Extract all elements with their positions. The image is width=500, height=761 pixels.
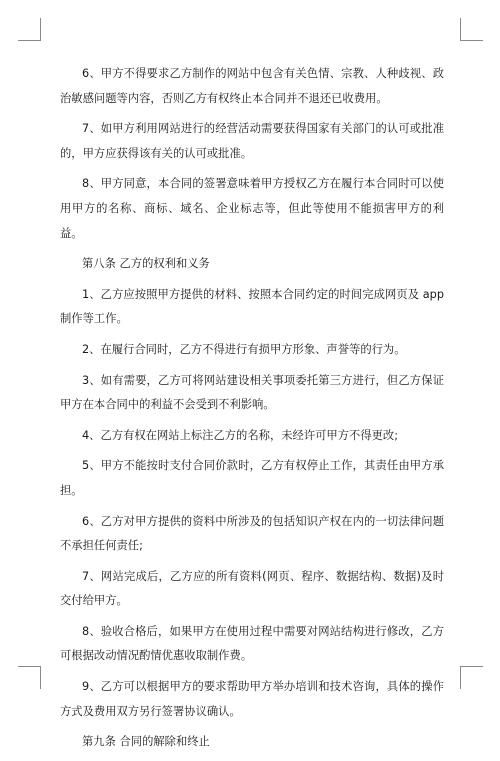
clause-8-item-7: 7、网站完成后，乙方应的所有资料(网页、程序、数据结构、数据)及时交付给甲方。 [60, 569, 444, 608]
crop-mark-top-right [460, 18, 483, 41]
document-body [60, 62, 444, 761]
section-heading-article-8: 第八条 乙方的权利和义务 [82, 257, 210, 271]
clause-8-item-1: 1、乙方应按照甲方提供的材料、按照本合同约定的时间完成网页及 app 制作等工作。 [60, 287, 444, 326]
clause-8-item-9: 9、乙方可以根据甲方的要求帮助甲方举办培训和技术咨询，具体的操作方式及费用双方另行签署协议确认。 [60, 680, 444, 718]
clause-8-item-3: 3、如有需要，乙方可将网站建设相关事项委托第三方进行，但乙方保证甲方在本合同中的利益不会受到不利影响。 [60, 373, 444, 412]
crop-mark-bottom-left [18, 666, 41, 689]
clause-8-item-2: 2、在履行合同时，乙方不得进行有损甲方形象、声誉等的行为。 [82, 342, 406, 356]
crop-mark-top-left [18, 18, 41, 41]
section-heading-article-9: 第九条 合同的解除和终止 [82, 735, 210, 749]
clause-7-item-7: 7、如甲方利用网站进行的经营活动需要获得国家有关部门的认可或批准的，甲方应获得该有关的认可或批准。 [60, 122, 444, 160]
clause-8-item-4: 4、乙方有权在网站上标注乙方的名称，未经许可甲方不得更改; [82, 428, 399, 442]
crop-mark-bottom-right [460, 666, 483, 689]
clause-8-item-5: 5、甲方不能按时支付合同价款时，乙方有权停止工作，其责任由甲方承担。 [60, 459, 444, 497]
clause-8-item-6: 6、乙方对甲方提供的资料中所涉及的包括知识产权在内的一切法律问题不承担任何责任; [60, 514, 444, 553]
clause-8-item-8: 8、验收合格后，如果甲方在使用过程中需要对网站结构进行修改，乙方可根据改动情况酌情优惠收取制作费。 [60, 624, 444, 663]
clause-7-item-6: 6、甲方不得要求乙方制作的网站中包含有关色情、宗教、人种歧视、政治敏感问题等内容，否则乙方有权终止本合同并不退还已收费用。 [60, 67, 444, 105]
clause-7-item-8: 8、甲方同意，本合同的签署意味着甲方授权乙方在履行本合同时可以使用甲方的名称、商标、域名、企业标志等，但此等使用不能损害甲方的利益。 [60, 177, 444, 240]
